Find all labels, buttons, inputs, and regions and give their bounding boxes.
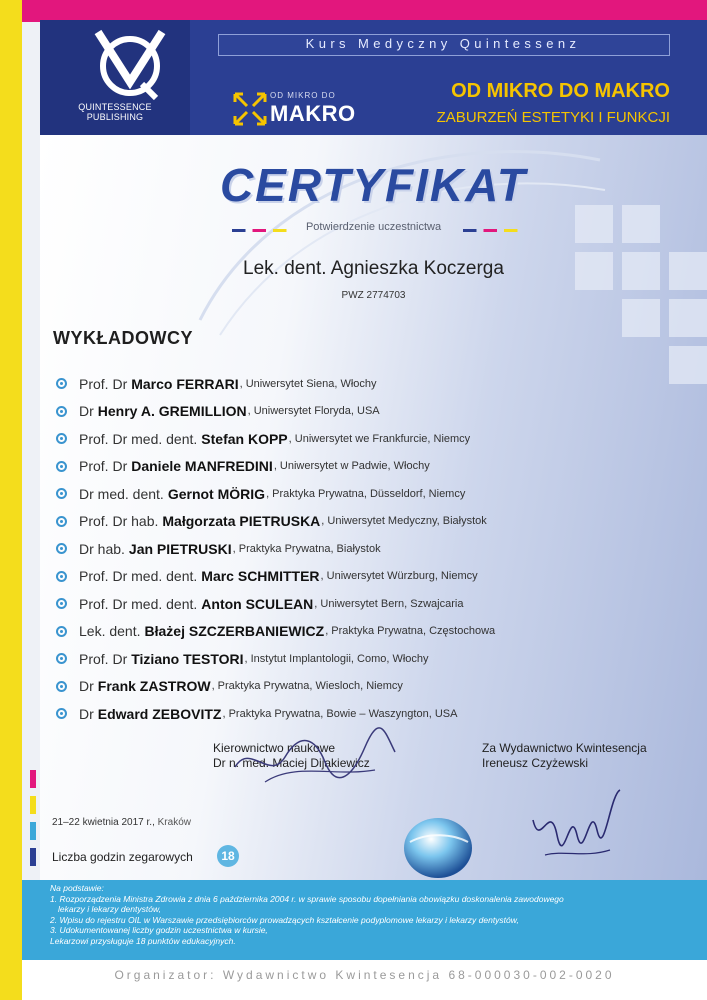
lecturer-item (52, 618, 692, 646)
lecturer-item (52, 398, 692, 426)
lecturers-heading: WYKŁADOWCY (53, 328, 193, 348)
lecturer-item (52, 645, 692, 673)
lecturer-item (52, 508, 692, 536)
handwritten-signature-left (225, 722, 415, 792)
lecturer-title: Dr (79, 705, 94, 722)
lecturer-title: Prof. Dr med. dent. (79, 430, 198, 447)
bullet-icon (56, 543, 67, 554)
series-logo-small: OD MIKRO DO (270, 91, 336, 100)
bullet-icon (56, 488, 67, 499)
bullet-icon (56, 626, 67, 637)
lecturer-name: Marc SCHMITTER (201, 568, 320, 585)
lecturer-title: Prof. Dr (79, 650, 128, 667)
lecturer-name: Edward ZEBOVITZ (97, 705, 222, 722)
signature-role: Kierownictwo naukowe (213, 741, 336, 755)
arrows-logo-icon (233, 92, 267, 126)
event-date: 21–22 kwietnia 2017 r., (52, 817, 155, 828)
lecturer-item (52, 590, 692, 618)
publisher-logo-text: QUINTESSENCE PUBLISHING (78, 102, 152, 122)
recipient-pwz: PWZ 2774703 (341, 290, 406, 301)
event-date-place (52, 817, 191, 828)
lecturer-name: Stefan KOPP (201, 430, 288, 447)
lecturer-title: Dr (79, 678, 94, 695)
lecturer-name: Tiziano TESTORI (131, 650, 244, 667)
lecturer-title: Prof. Dr med. dent. (79, 595, 198, 612)
bullet-icon (56, 598, 67, 609)
decor-square (622, 299, 660, 337)
lecturer-affiliation: , Praktyka Prywatna, Częstochowa (325, 625, 496, 638)
lecturer-name: Małgorzata PIETRUSKA (162, 513, 321, 530)
lecturer-affiliation: , Uniwersytet Floryda, USA (247, 405, 380, 418)
lecturer-affiliation: , Praktyka Prywatna, Białystok (232, 542, 381, 555)
signature-name: Dr n. med. Maciej Dijakiewicz (213, 756, 370, 770)
lecturer-name: Gernot MÖRIG (167, 485, 266, 502)
lecturer-title: Prof. Dr (79, 458, 128, 475)
basis-line: Lekarzowi przysługuje 18 punktów edukacyjnych. (50, 935, 236, 946)
theme-title: OD MIKRO DO MAKRO (451, 80, 670, 102)
side-color-bar (30, 770, 36, 788)
lecturer-title: Dr hab. (79, 540, 125, 557)
basis-line: lekarzy i lekarzy dentystów, (58, 904, 161, 914)
decor-square (669, 299, 707, 337)
hours-label: Liczba godzin zegarowych (52, 850, 193, 864)
lecturer-title: Prof. Dr hab. (79, 513, 159, 530)
lecturer-name: Anton SCULEAN (201, 595, 314, 612)
lecturer-name: Frank ZASTROW (97, 678, 211, 695)
lecturer-affiliation: , Uniwersytet Bern, Szwajcaria (314, 597, 464, 610)
lecturer-item (52, 453, 692, 481)
basis-line: 1. Rozporządzenia Ministra Zdrowia z dnia 6 października 2004 r. w sprawie sposobu dopełniania obowiązku doskonalenia zawodowego (50, 893, 564, 904)
lecturer-name: Henry A. GREMILLION (97, 403, 247, 420)
bullet-icon (56, 653, 67, 664)
side-color-bar (30, 848, 36, 866)
basis-line: 3. Udokumentowanej liczby godzin uczestnictwa w kursie, (50, 925, 268, 935)
handwritten-signature-right (525, 780, 635, 870)
organizer-line: Organizator: Wydawnictwo Kwintesencja 68-000030-002-0020 (114, 968, 615, 982)
basis-heading: Na podstawie: (50, 883, 104, 893)
signature-name: Ireneusz Czyżewski (482, 756, 589, 770)
lecturer-affiliation: , Uniwersytet Würzburg, Niemcy (320, 570, 478, 583)
lecturer-affiliation: , Uniwersytet w Padwie, Włochy (273, 460, 430, 473)
lecturer-item (52, 370, 692, 398)
course-title: Kurs Medyczny Quintessenz (305, 36, 581, 51)
lecturer-affiliation: , Praktyka Prywatna, Düsseldorf, Niemcy (266, 487, 466, 500)
decor-orb-icon (398, 812, 478, 882)
left-yellow-stripe (0, 0, 22, 1000)
lecturer-name: Daniele MANFREDINI (131, 458, 273, 475)
bullet-icon (56, 571, 67, 582)
lecturer-item (52, 563, 692, 591)
certificate-title: CERTYFIKAT (219, 159, 528, 211)
lecturer-item (52, 425, 692, 453)
hours-badge: 18 (217, 845, 239, 867)
lecturer-affiliation: , Praktyka Prywatna, Wiesloch, Niemcy (211, 680, 403, 693)
lecturer-title: Prof. Dr (79, 375, 128, 392)
lecturer-item (52, 480, 692, 508)
bullet-icon (56, 433, 67, 444)
lecturer-name: Marco FERRARI (131, 375, 239, 392)
basis-line: 2. Wpisu do rejestru OIL w Warszawie przedsiębiorców prowadzących kształcenie podyplomowe lekarzy i lekarzy dentystów, (50, 914, 519, 925)
lecturer-title: Dr med. dent. (79, 485, 164, 502)
lecturer-item (52, 673, 692, 701)
side-color-bar (30, 822, 36, 840)
bullet-icon (56, 461, 67, 472)
side-color-bar (30, 796, 36, 814)
lecturer-affiliation: , Uniwersytet Siena, Włochy (239, 377, 377, 390)
lecturer-affiliation: , Uniwersytet we Frankfurcie, Niemcy (288, 432, 471, 445)
lecturer-name: Jan PIETRUSKI (128, 540, 232, 557)
quintessence-logo-icon (90, 28, 170, 100)
lecturer-affiliation: , Instytut Implantologii, Como, Włochy (244, 652, 429, 665)
event-place: Kraków (157, 817, 191, 828)
lecturer-title: Lek. dent. (79, 623, 141, 640)
legal-basis-text (50, 883, 670, 946)
lecturers-list (52, 370, 692, 728)
bullet-icon (56, 378, 67, 389)
signature-block-right (482, 741, 647, 771)
lecturer-item (52, 535, 692, 563)
theme-subtitle: ZABURZEŃ ESTETYKI I FUNKCJI (436, 109, 670, 126)
bullet-icon (56, 708, 67, 719)
lecturer-affiliation: , Uniwersytet Medyczny, Białystok (321, 515, 487, 528)
signature-role: Za Wydawnictwo Kwintesencja (482, 741, 647, 755)
lecturer-title: Prof. Dr med. dent. (79, 568, 198, 585)
decor-dashes-right (463, 229, 525, 232)
recipient-name: Lek. dent. Agnieszka Koczerga (243, 258, 504, 279)
lecturer-affiliation: , Praktyka Prywatna, Bowie – Waszyngton, USA (222, 707, 458, 720)
lecturer-name: Błażej SZCZERBANIEWICZ (144, 623, 325, 640)
certificate-subtitle: Potwierdzenie uczestnictwa (305, 221, 442, 233)
bullet-icon (56, 406, 67, 417)
lecturer-title: Dr (79, 403, 94, 420)
top-magenta-stripe (0, 0, 707, 22)
series-logo-big: MAKRO (270, 101, 356, 126)
bullet-icon (56, 681, 67, 692)
bullet-icon (56, 516, 67, 527)
